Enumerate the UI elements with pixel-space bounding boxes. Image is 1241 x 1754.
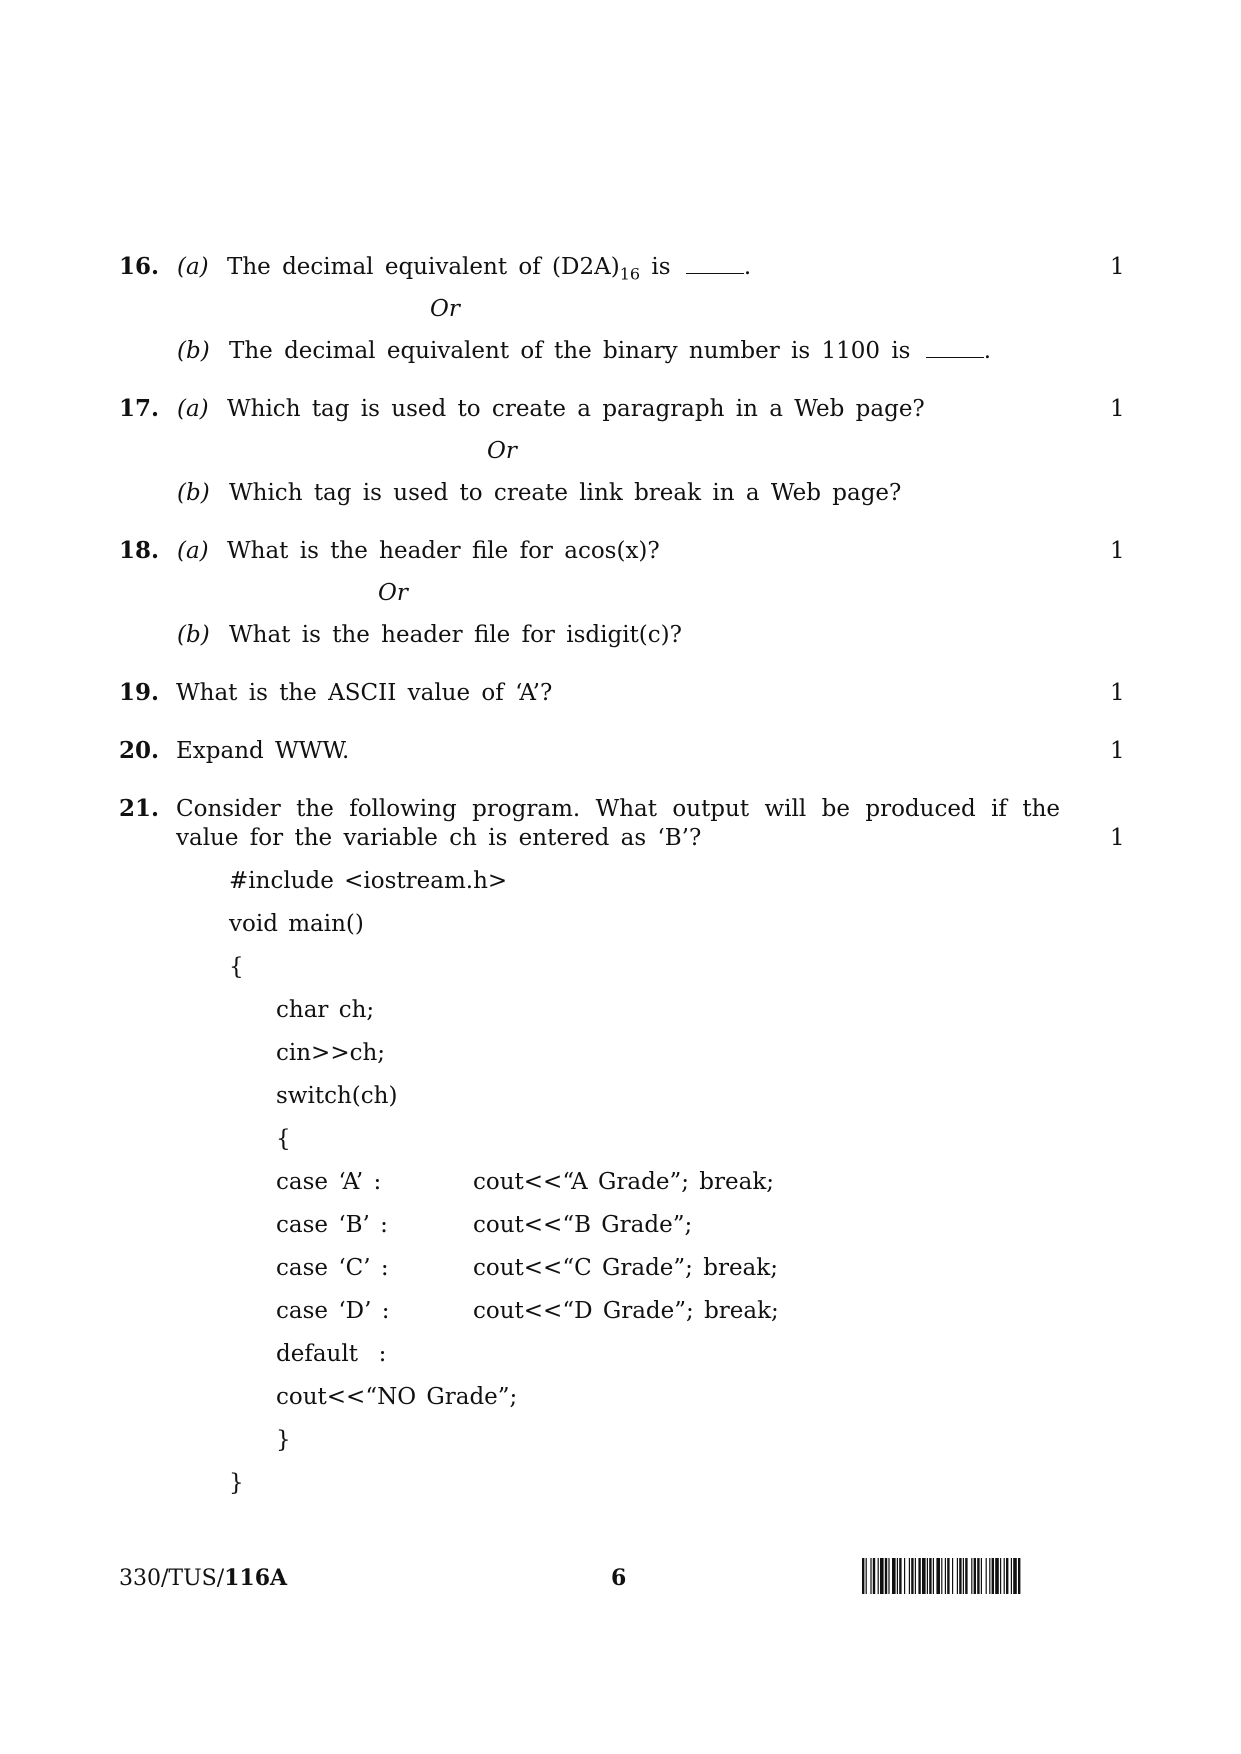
page-number: 6 <box>611 1565 627 1591</box>
question-number: 20. <box>119 737 160 764</box>
option-label: (a) <box>177 254 209 280</box>
question-text: Which tag is used to create a paragraph in a Web page? <box>227 396 925 422</box>
question-text: The decimal equivalent of the binary number is 1100 is . <box>229 338 992 364</box>
answer-blank <box>926 339 984 358</box>
question-text: value for the variable ch is entered as ‘B’? <box>176 825 702 851</box>
barcode-bar <box>933 1558 934 1594</box>
barcode-bar <box>959 1558 961 1594</box>
barcode-bar <box>1004 1558 1005 1594</box>
question-text: Which tag is used to create link break in a Web page? <box>229 480 902 506</box>
barcode-bar <box>878 1558 879 1594</box>
paper-code <box>119 1563 287 1594</box>
question-mark: 1 <box>1110 680 1125 706</box>
code-case-statement: cout<<“A Grade”; break; <box>473 1169 775 1195</box>
barcode-bar <box>952 1558 953 1594</box>
barcode-bar <box>927 1558 928 1594</box>
barcode-bar <box>866 1558 867 1594</box>
barcode-bar <box>947 1558 949 1594</box>
barcode-bar <box>963 1558 964 1594</box>
barcode-bar <box>974 1558 976 1594</box>
question-mark: 1 <box>1110 396 1125 422</box>
or-separator: Or <box>378 580 408 606</box>
barcode-bar <box>862 1558 864 1594</box>
code-case-label: case ‘D’ : <box>276 1298 390 1324</box>
code-line: { <box>276 1126 291 1152</box>
barcode-bar <box>941 1558 942 1594</box>
option-label: (b) <box>177 338 210 364</box>
barcode-bar <box>965 1558 967 1594</box>
question-text: What is the header file for acos(x)? <box>227 538 660 564</box>
option-label: (b) <box>177 480 210 506</box>
question-text-part: The decimal equivalent of (D2A) <box>227 254 620 280</box>
option-label: (a) <box>177 538 209 564</box>
barcode-bar <box>911 1558 913 1594</box>
barcode-bar <box>880 1558 884 1594</box>
paper-code-bold: 116A <box>224 1565 288 1591</box>
barcode-bar <box>929 1558 931 1594</box>
question-mark: 1 <box>1110 738 1125 764</box>
barcode-bar <box>897 1558 898 1594</box>
code-line: cin>>ch; <box>276 1040 386 1066</box>
barcode-bar <box>986 1558 987 1594</box>
question-mark: 1 <box>1110 825 1125 851</box>
question-text: What is the header file for isdigit(c)? <box>229 622 682 648</box>
question-text-part: The decimal equivalent of the binary number is 1100 is <box>229 338 911 364</box>
code-line: void main() <box>229 911 364 937</box>
barcode-bar <box>992 1558 994 1594</box>
code-line: { <box>229 954 244 980</box>
barcode-image <box>862 1558 1127 1594</box>
barcode-bar <box>899 1558 901 1594</box>
question-number: 16. <box>119 253 160 280</box>
barcode-bar <box>873 1558 875 1594</box>
or-separator: Or <box>487 438 517 464</box>
barcode-bar <box>915 1558 916 1594</box>
barcode-bar <box>922 1558 926 1594</box>
code-case-statement: cout<<“C Grade”; break; <box>473 1255 778 1281</box>
or-separator: Or <box>430 296 460 322</box>
barcode-bar <box>945 1558 946 1594</box>
code-case-label: case ‘A’ : <box>276 1169 382 1195</box>
code-line: } <box>276 1427 291 1453</box>
option-label: (b) <box>177 622 210 648</box>
barcode-bar <box>870 1558 871 1594</box>
question-text: Expand WWW. <box>176 738 350 764</box>
code-case-label: case ‘C’ : <box>276 1255 389 1281</box>
barcode-bar <box>957 1558 958 1594</box>
barcode-bar <box>971 1558 972 1594</box>
barcode-bar <box>989 1558 990 1594</box>
barcode-bar <box>888 1558 889 1594</box>
barcode-bar <box>918 1558 920 1594</box>
barcode-bar <box>1011 1558 1012 1594</box>
code-line: #include <iostream.h> <box>229 868 508 894</box>
code-line: } <box>229 1470 244 1496</box>
barcode-bar <box>977 1558 979 1594</box>
code-default-statement: cout<<“NO Grade”; <box>276 1384 518 1410</box>
subscript: 16 <box>619 264 641 284</box>
question-mark: 1 <box>1110 254 1125 280</box>
question-number: 18. <box>119 537 160 564</box>
barcode-bar <box>995 1558 999 1594</box>
code-case-statement: cout<<“D Grade”; break; <box>473 1298 779 1324</box>
barcode-bar <box>936 1558 940 1594</box>
code-case-statement: cout<<“B Grade”; <box>473 1212 693 1238</box>
paper-code-prefix: 330/TUS/ <box>119 1566 225 1591</box>
barcode-bar <box>1018 1558 1020 1594</box>
barcode-bar <box>885 1558 887 1594</box>
question-text-part: is <box>640 254 671 280</box>
question-text: The decimal equivalent of $(D2A)_{16}$ is . <box>227 254 752 284</box>
question-text: What is the ASCII value of ‘A’? <box>176 680 553 706</box>
code-line: switch(ch) <box>276 1083 398 1109</box>
code-line: char ch; <box>276 997 375 1023</box>
barcode-bar <box>1006 1558 1008 1594</box>
question-text: Consider the following program. What output will be produced if the <box>176 796 1060 822</box>
option-label: (a) <box>177 396 209 422</box>
barcode-bar <box>892 1558 896 1594</box>
answer-blank <box>686 255 744 274</box>
barcode-bar <box>1000 1558 1001 1594</box>
code-default-label: default : <box>276 1341 387 1367</box>
barcode-bar <box>909 1558 910 1594</box>
barcode-bar <box>1013 1558 1017 1594</box>
question-number: 17. <box>119 395 160 422</box>
question-number: 19. <box>119 679 160 706</box>
question-number: 21. <box>119 795 160 822</box>
code-case-label: case ‘B’ : <box>276 1212 388 1238</box>
question-mark: 1 <box>1110 538 1125 564</box>
barcode-bar <box>981 1558 982 1594</box>
barcode-bar <box>904 1558 905 1594</box>
